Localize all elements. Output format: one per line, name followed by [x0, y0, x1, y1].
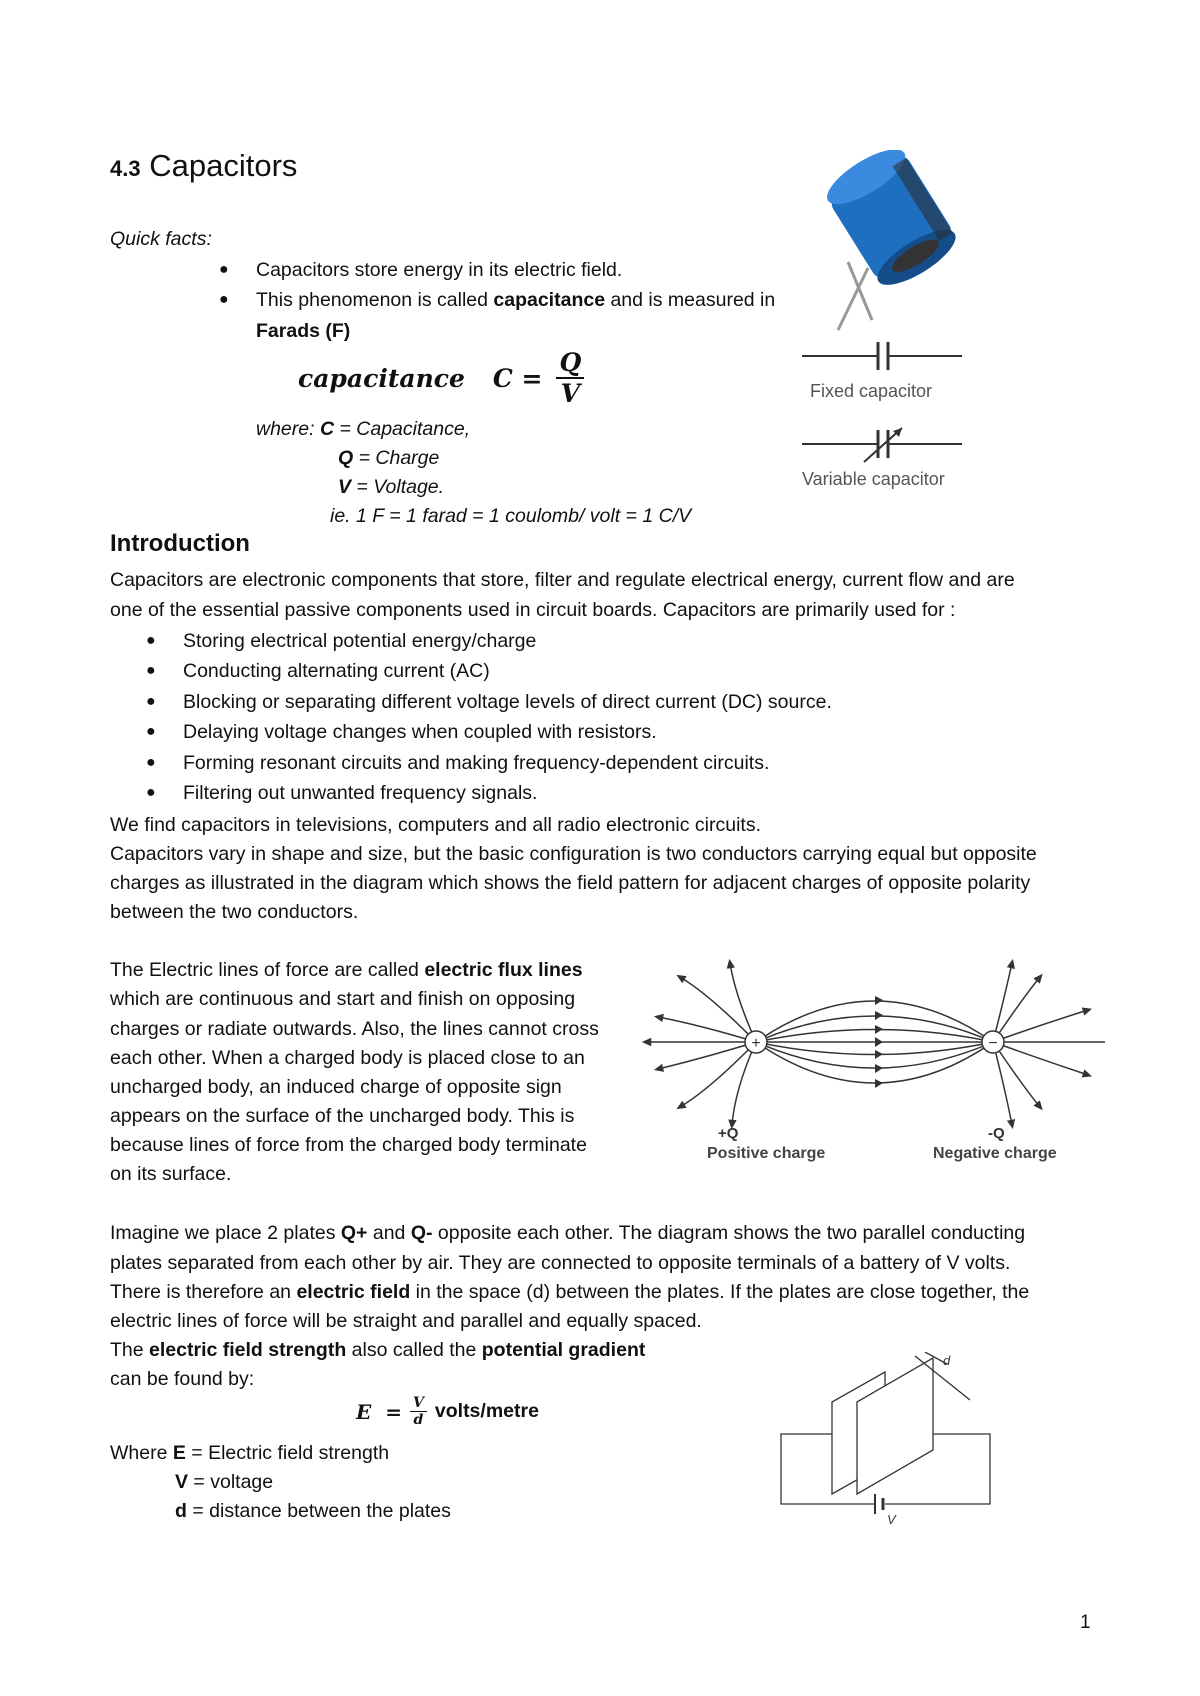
intro-paragraph-line: between the two conductors. — [110, 901, 359, 923]
flux-paragraph-line: because lines of force from the charged body terminate — [110, 1134, 587, 1156]
plates-paragraph-line: There is therefore an electric field in the space (d) between the plates. If the plates are close together, the — [110, 1281, 1030, 1303]
intro-paragraph-line: Capacitors vary in shape and size, but the basic configuration is two conductors carrying equal but opposite — [110, 843, 1037, 865]
plates-paragraph-line: The electric field strength also called the potential gradient — [110, 1339, 646, 1361]
uses-list — [146, 626, 832, 808]
flux-paragraph-line: charges or radiate outwards. Also, the lines cannot cross — [110, 1018, 599, 1040]
parallel-plates-diagram — [775, 1352, 1005, 1537]
negative-charge-sign: -Q — [988, 1125, 1005, 1142]
positive-charge-sign: +Q — [718, 1125, 739, 1142]
formula-unit: volts/metre — [434, 1400, 539, 1422]
variable-capacitor-symbol — [802, 428, 962, 462]
plates-paragraph-line: plates separated from each other by air. They are connected to opposite terminals of a battery of V volts. — [110, 1252, 1011, 1274]
list-item: ● This phenomenon is called capacitance and is measured in — [256, 285, 775, 315]
introduction-heading: Introduction — [110, 530, 250, 557]
list-item: ● Forming resonant circuits and making frequency-dependent circuits. — [183, 748, 832, 778]
list-item: ● Conducting alternating current (AC) — [183, 656, 832, 686]
where-line-3: V = Voltage. — [338, 476, 445, 498]
battery-icon — [875, 1494, 883, 1514]
electric-field-diagram — [640, 955, 1110, 1165]
fixed-capacitor-symbol — [802, 342, 962, 370]
bullet-icon: ● — [146, 662, 156, 680]
positive-charge-label: Positive charge — [707, 1145, 826, 1162]
variable-capacitor-label: Variable capacitor — [802, 469, 945, 489]
plate-q-minus — [857, 1358, 933, 1494]
intro-paragraph-line: Capacitors are electronic components that store, filter and regulate electrical energy, current flow and are — [110, 569, 1015, 591]
intro-paragraph-line: charges as illustrated in the diagram which shows the field pattern for adjacent charges of opposite polarity — [110, 872, 1031, 894]
where2-line-2: V = voltage — [175, 1471, 274, 1493]
where-line-2: Q = Charge — [338, 447, 440, 469]
intro-paragraph-line: We find capacitors in televisions, computers and all radio electronic circuits. — [110, 814, 762, 836]
flux-paragraph-line: uncharged body, an induced charge of opposite sign — [110, 1076, 562, 1098]
formula-fraction: $\frac{Q}{V}$ — [556, 348, 584, 408]
capacitor-figure — [790, 150, 1020, 490]
list-item: ● Storing electrical potential energy/charge — [183, 626, 832, 656]
flux-paragraph-line: appears on the surface of the uncharged body. This is — [110, 1105, 575, 1127]
list-item: ● Filtering out unwanted frequency signals. — [183, 778, 832, 808]
bullet-icon: ● — [146, 723, 156, 741]
where2-line-1: Where E = Electric field strength — [110, 1442, 390, 1464]
section-title: Capacitors — [149, 148, 298, 183]
svg-text:−: − — [988, 1035, 998, 1052]
list-item: ● Delaying voltage changes when coupled with resistors. — [183, 717, 832, 747]
bullet-icon: ● — [219, 291, 229, 309]
page-number: 1 — [1080, 1612, 1091, 1633]
where-line-4: ie. 1 F = 1 farad = 1 coulomb/ volt = 1 C/V — [330, 505, 692, 527]
svg-text:+: + — [751, 1035, 761, 1052]
bullet-icon: ● — [146, 784, 156, 802]
page-title — [110, 148, 297, 184]
formula-lhs: E — [356, 1399, 372, 1424]
intro-paragraph-line: one of the essential passive components used in circuit boards. Capacitors are primarily used for : — [110, 599, 956, 621]
flux-paragraph-line: which are continuous and start and finish on opposing — [110, 988, 576, 1010]
negative-charge-label: Negative charge — [933, 1145, 1057, 1162]
distance-label: d — [943, 1353, 951, 1368]
plates-paragraph-line: electric lines of force will be straight and parallel and equally spaced. — [110, 1310, 702, 1332]
bullet-icon: ● — [219, 261, 229, 278]
bullet-icon: ● — [146, 632, 156, 649]
fixed-capacitor-label: Fixed capacitor — [810, 381, 933, 401]
list-item-continuation: Farads (F) — [256, 319, 351, 342]
formula-lhs: C = — [492, 363, 543, 393]
list-item: ● Blocking or separating different voltage levels of direct current (DC) source. — [183, 687, 832, 717]
flux-paragraph-line: each other. When a charged body is placed close to an — [110, 1047, 585, 1069]
where2-line-3: d = distance between the plates — [175, 1500, 451, 1522]
plates-paragraph-line: Imagine we place 2 plates Q+ and Q- opposite each other. The diagram shows the two parallel conducting — [110, 1222, 1026, 1244]
bullet-icon: ● — [146, 753, 156, 771]
flux-paragraph-line: The Electric lines of force are called electric flux lines — [110, 959, 583, 981]
bullet-icon: ● — [146, 692, 156, 710]
electrolytic-capacitor-image — [820, 150, 964, 330]
formula-fraction: $\frac{V}{d}$ — [410, 1395, 427, 1428]
quick-facts-label: Quick facts: — [110, 228, 212, 250]
plates-paragraph-line: can be found by: — [110, 1368, 255, 1390]
flux-paragraph-line: on its surface. — [110, 1163, 232, 1185]
formula-word: capacitance — [298, 363, 465, 393]
field-arrows — [875, 996, 883, 1088]
section-number: 4.3 — [110, 156, 141, 181]
quick-facts-list — [219, 255, 776, 346]
where-line-1: where: C = Capacitance, — [256, 418, 471, 440]
list-item: ● Capacitors store energy in its electric field. — [256, 255, 775, 285]
field-strength-formula: E = $\frac{V}{d}$ volts/metre — [356, 1395, 539, 1428]
voltage-label: V — [887, 1512, 896, 1527]
capacitance-formula — [298, 348, 584, 408]
